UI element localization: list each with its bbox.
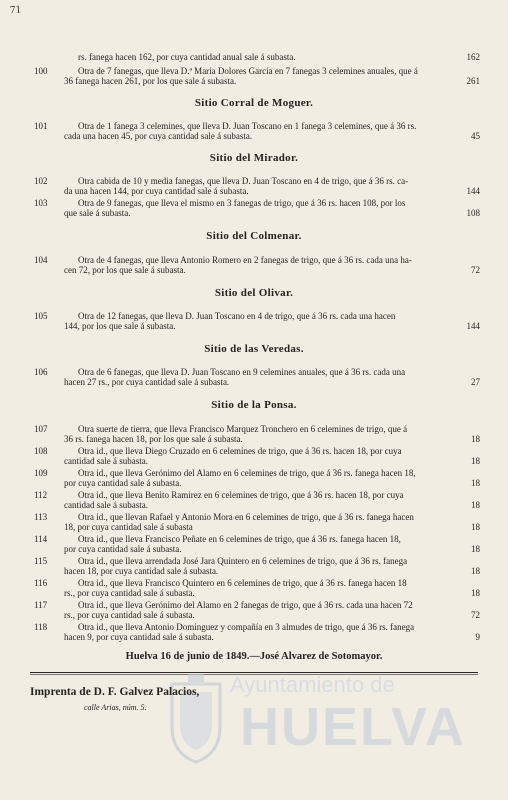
watermark-line1: Ayuntamiento de (230, 672, 395, 697)
lot-number: 100 (34, 66, 48, 76)
continuation-text: rs. fanega hacen 162, por cuya cantidad anual sale á subasta. (78, 52, 296, 62)
lot-text-line1: Otra id., que lleva arrendada José Jara Quintero en 6 celemines de trigo, que á 36 rs. fanega (78, 556, 408, 566)
lot-number: 103 (34, 198, 48, 208)
section-heading: Sitio del Olivar. (214, 287, 294, 299)
lot-number: 112 (34, 490, 48, 500)
lot-value: 18 (471, 522, 480, 532)
lot-text-line2: cantidad sale á subasta. (64, 456, 148, 466)
lot-text-line1: Otra id., que lleva Benito Ramirez en 6 celemines de trigo, que á 36 rs. hacen 18, por cuya (78, 490, 404, 500)
lot-text-line1: Otra id., que lleva Francisco Quintero en 6 celemines de trigo, que á 36 rs. fanega hacen 18 (78, 578, 407, 588)
lot-text-line2: hacen 18, por cuya cantidad sale á subasta. (64, 566, 219, 576)
lot-number: 102 (34, 176, 48, 186)
signature-date-line: Huelva 16 de junio de 1849.—José Alvarez de Sotomayor. (125, 651, 383, 662)
section-heading: Sitio de las Veredas. (204, 343, 304, 355)
lot-text-line2: 36 fanega hacen 261, por los que sale á subasta. (64, 76, 237, 86)
printer-imprint: Imprenta de D. F. Galvez Palacios, (30, 686, 200, 698)
lot-text-line1: Otra de 7 fanegas, que lleva D.ª María Dolores García en 7 fanegas 3 celemines anuales, que á (78, 66, 418, 76)
watermark-line2: HUELVA (240, 697, 466, 757)
lot-value: 144 (466, 186, 480, 196)
lot-text-line2: cen 72, por los que sale á subasta. (64, 265, 186, 275)
lot-text-line1: Otra id., que lleva Diego Cruzado en 6 celemines de trigo, que á 36 rs. hacen 18, por cuya (78, 446, 402, 456)
printer-address: calle Arias, núm. 5. (84, 703, 147, 712)
lot-value: 18 (471, 588, 480, 598)
lot-number: 106 (34, 367, 48, 377)
lot-value: 18 (471, 478, 480, 488)
lot-text-line1: Otra id., que lleva Francisco Peñate en 6 celemines de trigo, que á 36 rs. fanega hacen 18, (78, 534, 401, 544)
lot-text-line2: hacen 9, por cuya cantidad sale á subasta. (64, 632, 214, 642)
lot-number: 108 (34, 446, 48, 456)
lot-number: 105 (34, 311, 48, 321)
page-number: 71 (9, 3, 22, 17)
lot-value: 144 (466, 321, 480, 331)
lot-value: 27 (471, 377, 480, 387)
lot-text-line2: cada una hacen 45, por cuya cantidad sale á subasta. (64, 131, 253, 141)
lot-value: 18 (471, 566, 480, 576)
lot-number: 116 (34, 578, 48, 588)
lot-value: 18 (471, 544, 480, 554)
lot-text-line2: que sale á subasta. (64, 208, 131, 218)
lot-text-line1: Otra de 1 fanega 3 celemines, que lleva D. Juan Toscano en 1 fanega 3 celemines, que á 36 rs. (78, 121, 417, 131)
watermark (168, 668, 498, 788)
lot-text-line1: Otra de 12 fanegas, que lleva D. Juan Toscano en 4 de trigo, que á 36 rs. cada una hacen (78, 311, 396, 321)
lot-number: 115 (34, 556, 48, 566)
lot-text-line2: rs., por cuya cantidad sale á subasta. (64, 610, 195, 620)
section-heading: Sitio del Mirador. (209, 152, 299, 164)
lot-text-line1: Otra de 6 fanegas, que lleva D. Juan Toscano en 9 celemines anuales, que á 36 rs. cada una (78, 367, 406, 377)
lot-text-line1: Otra id., que lleva Gerónimo del Alamo en 6 celemines de trigo, que á 36 rs. fanega hacen 18, (78, 468, 416, 478)
lot-text-line2: por cuya cantidad sale á subasta. (64, 544, 182, 554)
lot-number: 114 (34, 534, 48, 544)
lot-text-line1: Otra id., que lleva Gerónimo del Alamo en 2 fanegas de trigo, que á 36 rs. cada una hacen 72 (78, 600, 413, 610)
lot-value: 45 (471, 131, 480, 141)
lot-text-line1: Otra id., que lleva Antonio Dominguez y compañía en 3 almudes de trigo, que á 36 rs. fanega (78, 622, 415, 632)
lot-number: 109 (34, 468, 48, 478)
lot-text-line2: hacen 27 rs., por cuya cantidad sale á subasta. (64, 377, 230, 387)
lot-text-line1: Otra cabida de 10 y media fanegas, que lleva D. Juan Toscano en 4 de trigo, que á 36 rs. ca- (78, 176, 409, 186)
lot-number: 107 (34, 424, 48, 434)
lot-text-line1: Otra de 4 fanegas, que lleva Antonio Romero en 2 fanegas de trigo, que á 36 rs. cada una ha- (78, 255, 412, 265)
lot-value: 72 (471, 610, 480, 620)
lot-value: 108 (466, 208, 480, 218)
lot-number: 118 (34, 622, 48, 632)
lot-value: 261 (466, 76, 480, 86)
lot-number: 104 (34, 255, 48, 265)
lot-text-line1: Otra id., que llevan Rafael y Antonio Mora en 6 celemines de trigo, que á 36 rs. fanega hacen (78, 512, 414, 522)
lot-text-line1: Otra suerte de tierra, que lleva Francisco Marquez Tronchero en 6 celemines de trigo, que á (78, 424, 408, 434)
lot-value: 18 (471, 456, 480, 466)
lot-number: 113 (34, 512, 48, 522)
lot-value: 9 (475, 632, 480, 642)
section-heading: Sitio de la Ponsa. (211, 399, 297, 411)
continuation-value: 162 (466, 52, 480, 62)
lot-text-line2: 36 rs. fanega hacen 18, por los que sale á subasta. (64, 434, 243, 444)
lot-text-line2: por cuya cantidad sale á subasta. (64, 478, 182, 488)
section-heading: Sitio Corral de Moguer. (194, 97, 314, 109)
lot-text-line1: Otra de 9 fanegas, que lleva el mismo en 3 fanegas de trigo, que á 36 rs. hacen 108, por los (78, 198, 406, 208)
lot-number: 117 (34, 600, 48, 610)
lot-text-line2: 144, por los que sale á subasta. (64, 321, 176, 331)
lot-text-line2: 18, por cuya cantidad sale á subasta (64, 522, 193, 532)
lot-number: 101 (34, 121, 48, 131)
lot-text-line2: cantidad sale á subasta. (64, 500, 148, 510)
lot-text-line2: da una hacen 144, por cuya cantidad sale á subasta. (64, 186, 249, 196)
lot-text-line2: rs., por cuya cantidad sale á subasta. (64, 588, 195, 598)
lot-value: 18 (471, 500, 480, 510)
section-heading: Sitio del Colmenar. (206, 230, 302, 242)
lot-value: 18 (471, 434, 480, 444)
lot-value: 72 (471, 265, 480, 275)
